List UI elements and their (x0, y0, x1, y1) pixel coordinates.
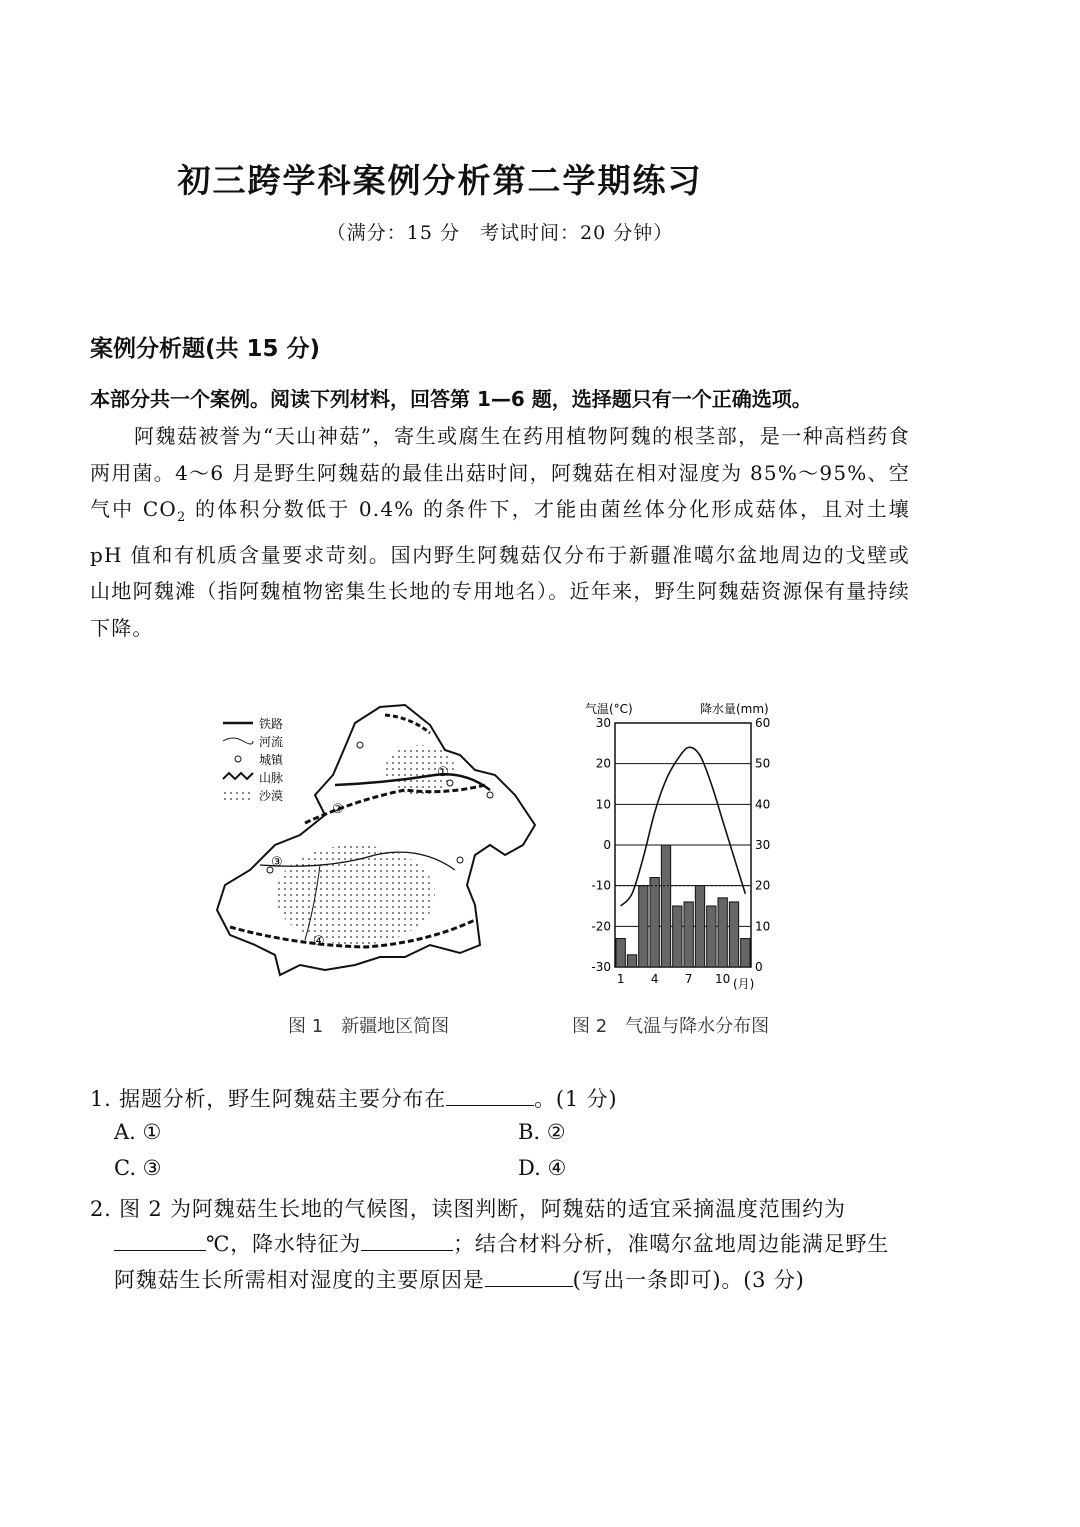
x-tick-label: 4 (650, 972, 659, 986)
precip-bar (673, 906, 682, 967)
material-text-b: 的体积分数低于 0.4% 的条件下，才能由菌丝体分化形成菇体，且对土壤 pH 值和有机质含量要求苛刻。国内野生阿魏菇仅分布于新疆准噶尔盆地周边的戈壁或山地阿魏滩（指阿魏植物密集生长地的专用地名）。近年来，野生阿魏菇资源保有量持续下降。 (90, 497, 910, 640)
answer-blank-precipitation[interactable] (361, 1249, 453, 1251)
left-tick-label: 20 (595, 756, 611, 771)
option-c[interactable]: C. ③ (114, 1156, 162, 1180)
question-2-text-d: 阿魏菇生长所需相对湿度的主要原因是 (114, 1268, 485, 1292)
town (357, 742, 363, 748)
answer-blank-temperature[interactable] (114, 1249, 206, 1251)
right-tick-label: 60 (755, 716, 771, 730)
question-2-line-1: 2. 图 2 为阿魏菇生长地的气候图，读图判断，阿魏菇的适宜采摘温度范围约为 (90, 1197, 846, 1221)
temperature-line (621, 747, 746, 906)
answer-blank-humidity[interactable] (485, 1285, 573, 1287)
precip-bar (741, 939, 750, 967)
precip-bar (650, 878, 659, 967)
question-1-score: 。(1 分) (534, 1087, 618, 1111)
left-tick-label: -10 (591, 878, 611, 893)
x-tick-label: 10 (715, 972, 731, 986)
page-title: 初三跨学科案例分析第二学期练习 (177, 161, 703, 200)
precip-bar (627, 955, 636, 967)
section-heading: 案例分析题(共 15 分) (90, 336, 321, 362)
town (487, 792, 493, 798)
exam-info: （满分：15 分 考试时间：20 分钟） (326, 222, 674, 244)
section-instruction: 本部分共一个案例。阅读下列材料，回答第 1—6 题，选择题只有一个正确选项。 (90, 387, 812, 411)
question-2-score: (写出一条即可)。(3 分) (572, 1268, 805, 1292)
right-axis-label: 降水量(mm) (700, 702, 769, 716)
left-tick-label: 10 (595, 797, 611, 812)
climate-chart (575, 695, 795, 1000)
legend-desert-symbol (223, 791, 253, 801)
left-tick-label: -30 (591, 960, 611, 974)
x-tick-label: 1 (616, 972, 625, 986)
option-b[interactable]: B. ② (518, 1120, 566, 1144)
question-2-line-3 (114, 1264, 805, 1294)
left-axis-label: 气温(°C) (585, 702, 633, 716)
option-d[interactable]: D. ④ (518, 1156, 567, 1180)
legend-railway: 铁路 (259, 717, 284, 731)
legend-mountain: 山脉 (259, 771, 284, 785)
map-legend (223, 716, 284, 803)
precip-bar (707, 906, 716, 967)
question-1-text: 1. 据题分析，野生阿魏菇主要分布在 (90, 1087, 447, 1111)
marker-3: ③ (271, 855, 283, 870)
legend-mountain-symbol (223, 773, 253, 779)
legend-town: 城镇 (259, 753, 284, 767)
figure-1-caption: 图 1 新疆地区简图 (288, 1016, 450, 1037)
material-text-a: 阿魏菇被誉为“天山神菇”，寄生或腐生在药用植物阿魏的根茎部，是一种高档药食两用菌。4～6 月是野生阿魏菇的最佳出菇时间，阿魏菇在相对湿度为 85%～95%、空气中 CO (90, 424, 910, 521)
right-tick-label: 40 (755, 797, 771, 812)
marker-2: ② (332, 802, 344, 817)
question-2-text-c: ；结合材料分析，准噶尔盆地周边能满足野生 (453, 1232, 890, 1256)
precip-bar (695, 886, 704, 967)
marker-1: ① (437, 765, 449, 780)
right-tick-label: 30 (755, 838, 771, 852)
right-tick-label: 10 (755, 919, 771, 934)
precip-bar (639, 886, 648, 967)
left-tick-label: 30 (595, 716, 611, 730)
right-tick-label: 0 (755, 960, 763, 974)
legend-town-symbol (235, 756, 241, 762)
left-tick-label: -20 (591, 919, 611, 934)
town (447, 780, 453, 786)
precip-bar (616, 939, 625, 967)
legend-desert: 沙漠 (259, 789, 284, 803)
right-tick-label: 50 (755, 756, 771, 771)
left-tick-label: 0 (603, 838, 611, 852)
x-tick-label: 7 (684, 972, 693, 986)
marker-4: ④ (313, 934, 325, 949)
precip-bar (729, 902, 738, 967)
option-a[interactable]: A. ① (114, 1120, 162, 1144)
case-material (90, 418, 910, 646)
town (457, 857, 463, 863)
right-tick-label: 20 (755, 878, 771, 893)
question-2-line-2 (114, 1228, 889, 1258)
question-2-text-b: ℃，降水特征为 (206, 1232, 362, 1256)
x-axis-unit: (月) (733, 977, 755, 991)
material-subscript: 2 (177, 510, 187, 525)
figure-2-caption: 图 2 气温与降水分布图 (572, 1016, 770, 1037)
question-1 (90, 1083, 617, 1113)
precip-bar (718, 898, 727, 967)
legend-river: 河流 (259, 735, 284, 749)
answer-blank-q1[interactable] (446, 1104, 534, 1106)
legend-river-symbol (223, 738, 253, 744)
figure-2-chart (575, 695, 795, 1000)
precip-bar (661, 845, 670, 967)
precip-bar (684, 902, 693, 967)
xinjiang-map (205, 695, 545, 995)
figure-1-map (205, 695, 545, 995)
